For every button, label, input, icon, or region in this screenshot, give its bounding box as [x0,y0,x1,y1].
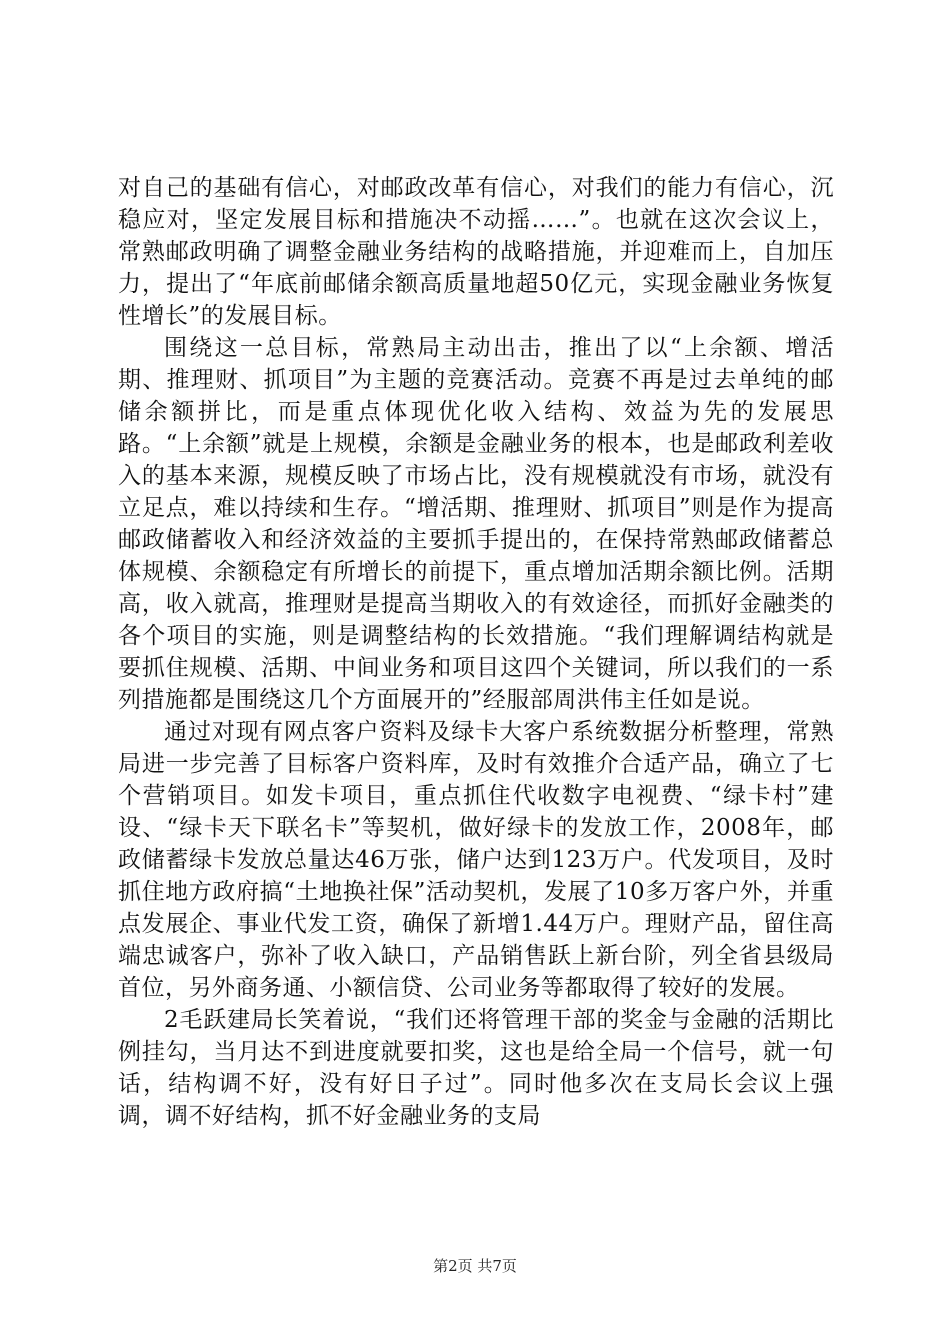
paragraph-4: 2毛跃建局长笑着说，“我们还将管理干部的奖金与金融的活期比例挂勾，当月达不到进度就要扣奖，这也是给全局一个信号，就一句话，结构调不好，没有好日子过”。同时他多次在支局长会议上强调，调不好结构，抓不好金融业务的支局 [118,1007,834,1129]
body-text [118,172,834,1132]
paragraph-3: 通过对现有网点客户资料及绿卡大客户系统数据分析整理，常熟局进一步完善了目标客户资料库，及时有效推介合适产品，确立了七个营销项目。如发卡项目，重点抓住代收数字电视费、“绿卡村”建设、“绿卡天下联名卡”等契机，做好绿卡的发放工作，2008年，邮政储蓄绿卡发放总量达46万张，储户达到123万户。代发项目，及时抓住地方政府搞“土地换社保”活动契机，发展了10多万客户外，并重点发展企、事业代发工资，确保了新增1.44万户。理财产品，留住高端忠诚客户，弥补了收入缺口，产品销售跃上新台阶，列全省县级局首位，另外商务通、小额信贷、公司业务等都取得了较好的发展。 [118,719,834,1001]
page-number: 第2页 共7页 [433,1257,517,1275]
page-footer [0,1256,950,1276]
paragraph-1: 对自己的基础有信心，对邮政改革有信心，对我们的能力有信心，沉稳应对，坚定发展目标和措施决不动摇……”。也就在这次会议上，常熟邮政明确了调整金融业务结构的战略措施，并迎难而上，自加压力，提出了“年底前邮储余额高质量地超50亿元，实现金融业务恢复性增长”的发展目标。 [118,175,834,329]
paragraph-2: 围绕这一总目标，常熟局主动出击，推出了以“上余额、增活期、推理财、抓项目”为主题的竞赛活动。竞赛不再是过去单纯的邮储余额拼比，而是重点体现优化收入结构、效益为先的发展思路。“上余额”就是上规模，余额是金融业务的根本，也是邮政利差收入的基本来源，规模反映了市场占比，没有规模就没有市场，就没有立足点，难以持续和生存。“增活期、推理财、抓项目”则是作为提高邮政储蓄收入和经济效益的主要抓手提出的，在保持常熟邮政储蓄总体规模、余额稳定有所增长的前提下，重点增加活期余额比例。活期高，收入就高，推理财是提高当期收入的有效途径，而抓好金融类的各个项目的实施，则是调整结构的长效措施。“我们理解调结构就是要抓住规模、活期、中间业务和项目这四个关键词，所以我们的一系列措施都是围绕这几个方面展开的”经服部周洪伟主任如是说。 [118,335,834,713]
